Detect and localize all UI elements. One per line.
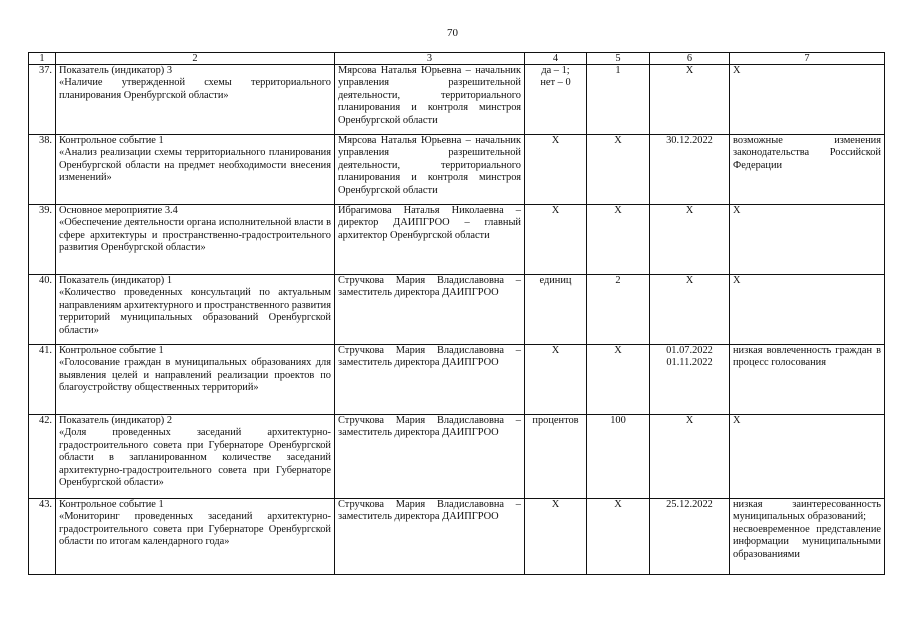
cell-date: 25.12.2022 [650, 499, 730, 575]
cell-value: Х [587, 499, 650, 575]
cell-risk: Х [730, 65, 885, 135]
cell-unit: да – 1; нет – 0 [525, 65, 587, 135]
page-number: 70 [447, 27, 458, 39]
cell-date: 01.07.2022 01.11.2022 [650, 345, 730, 415]
cell-number: 42. [29, 415, 56, 499]
table-row [29, 275, 885, 345]
cell-responsible: Ибрагимова Наталья Николаевна – директор ДАИПГРОО – главный архитектор Оренбургской области [335, 205, 525, 275]
cell-unit: процентов [525, 415, 587, 499]
cell-date: Х [650, 415, 730, 499]
cell-responsible: Стручкова Мария Владиславовна – заместитель директора ДАИПГРОО [335, 345, 525, 415]
cell-risk: Х [730, 415, 885, 499]
cell-name: Контрольное событие 1 «Мониторинг проведенных заседаний архитектурно-градостроительного совета при Губернаторе Оренбургской области по итогам календарного года» [56, 499, 335, 575]
column-header: 2 [56, 53, 335, 65]
column-header: 3 [335, 53, 525, 65]
cell-number: 41. [29, 345, 56, 415]
cell-risk: низкая заинтересованность муниципальных образований; несвоевременное представление информации муниципальными образованиями [730, 499, 885, 575]
cell-number: 39. [29, 205, 56, 275]
cell-name: Показатель (индикатор) 1 «Количество проведенных консультаций по актуальным направлениям архитектурного и пространственного развития территорий муниципальных образований Оренбургской области» [56, 275, 335, 345]
cell-risk: Х [730, 205, 885, 275]
cell-risk: низкая вовлеченность граждан в процесс голосования [730, 345, 885, 415]
table-row [29, 415, 885, 499]
column-header: 4 [525, 53, 587, 65]
column-header: 6 [650, 53, 730, 65]
program-table [28, 52, 885, 575]
cell-unit: единиц [525, 275, 587, 345]
cell-value: 100 [587, 415, 650, 499]
cell-number: 37. [29, 65, 56, 135]
cell-value: Х [587, 345, 650, 415]
cell-responsible: Стручкова Мария Владиславовна – заместитель директора ДАИПГРОО [335, 275, 525, 345]
cell-number: 43. [29, 499, 56, 575]
cell-date: Х [650, 205, 730, 275]
cell-unit: Х [525, 499, 587, 575]
cell-unit: Х [525, 345, 587, 415]
header-row [29, 53, 885, 65]
cell-responsible: Стручкова Мария Владиславовна – заместитель директора ДАИПГРОО [335, 499, 525, 575]
table-row [29, 205, 885, 275]
column-header: 5 [587, 53, 650, 65]
cell-name: Контрольное событие 1 «Анализ реализации схемы территориального планирования Оренбургской области на предмет необходимости внесения изменений» [56, 135, 335, 205]
cell-value: 1 [587, 65, 650, 135]
table-row [29, 135, 885, 205]
cell-number: 38. [29, 135, 56, 205]
cell-responsible: Мярсова Наталья Юрьевна – начальник управления разрешительной деятельности, территориального планирования и контроля минстроя Оренбургской области [335, 65, 525, 135]
cell-risk: возможные изменения законодательства Российской Федерации [730, 135, 885, 205]
cell-value: Х [587, 135, 650, 205]
cell-unit: Х [525, 205, 587, 275]
cell-value: 2 [587, 275, 650, 345]
table-row [29, 65, 885, 135]
table-row [29, 499, 885, 575]
cell-name: Показатель (индикатор) 3 «Наличие утвержденной схемы территориального планирования Оренбургской области» [56, 65, 335, 135]
cell-risk: Х [730, 275, 885, 345]
cell-responsible: Стручкова Мария Владиславовна – заместитель директора ДАИПГРОО [335, 415, 525, 499]
cell-number: 40. [29, 275, 56, 345]
cell-date: 30.12.2022 [650, 135, 730, 205]
column-header: 1 [29, 53, 56, 65]
column-header: 7 [730, 53, 885, 65]
cell-date: Х [650, 65, 730, 135]
cell-name: Основное мероприятие 3.4 «Обеспечение деятельности органа исполнительной власти в сфере архитектуры и пространственно-градостроительного развития Оренбургской области» [56, 205, 335, 275]
table-row [29, 345, 885, 415]
cell-date: Х [650, 275, 730, 345]
cell-name: Контрольное событие 1 «Голосование граждан в муниципальных образованиях для выявления целей и направлений реализации проектов по благоустройству общественных территорий» [56, 345, 335, 415]
cell-name: Показатель (индикатор) 2 «Доля проведенных заседаний архитектурно-градостроительного совета при Губернаторе Оренбургской области в запланированном количестве заседаний архитектурно-градостроительного совета при Губернаторе Оренбургской области» [56, 415, 335, 499]
cell-responsible: Мярсова Наталья Юрьевна – начальник управления разрешительной деятельности, территориального планирования и контроля минстроя Оренбургской области [335, 135, 525, 205]
cell-unit: Х [525, 135, 587, 205]
cell-value: Х [587, 205, 650, 275]
